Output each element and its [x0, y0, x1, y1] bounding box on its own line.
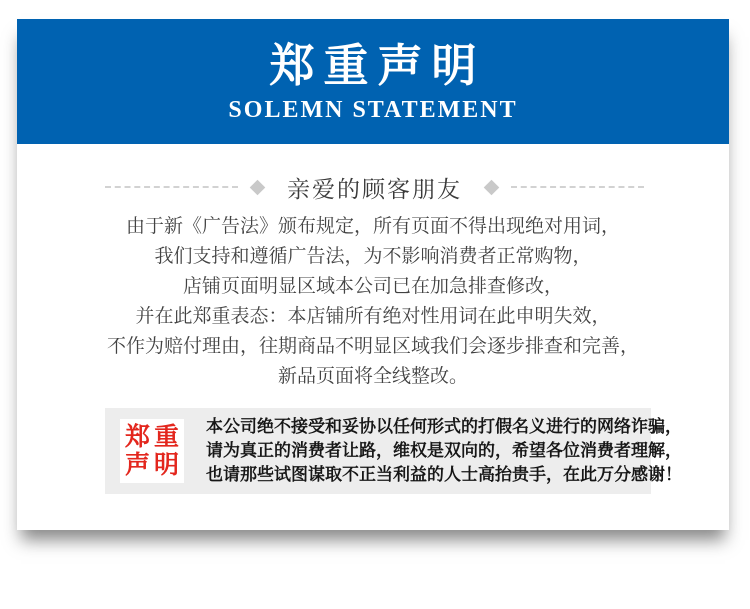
statement-line: 新品页面将全线整改。 [277, 366, 468, 387]
greeting-row [105, 173, 644, 201]
diamond-icon [250, 179, 266, 195]
diamond-icon [484, 179, 500, 195]
statement-card [17, 19, 729, 530]
solemn-statement-stamp [120, 419, 184, 483]
stamp-text-top: 郑重 [124, 423, 183, 451]
notice-line: 本公司绝不接受和妥协以任何形式的打假名义进行的网络诈骗， [206, 417, 682, 436]
statement-line: 我们支持和遵循广告法，为不影响消费者正常购物， [154, 246, 592, 267]
page-subtitle: SOLEMN STATEMENT [228, 96, 518, 123]
statement-line: 店铺页面明显区域本公司已在加急排查修改， [182, 276, 563, 297]
statement-paragraph [17, 212, 729, 392]
page-title: 郑重声明 [269, 40, 486, 91]
statement-line: 由于新《广告法》颁布规定，所有页面不得出现绝对用词， [125, 216, 620, 237]
notice-text [206, 415, 682, 487]
dashed-divider-left [105, 186, 238, 188]
statement-line: 并在此郑重表态：本店铺所有绝对性用词在此申明失效， [135, 306, 611, 327]
notice-line: 也请那些试图谋取不正当利益的人士高抬贵手，在此万分感谢！ [206, 465, 682, 484]
dashed-divider-right [511, 186, 644, 188]
anti-fraud-notice-box [105, 408, 682, 494]
notice-line: 请为真正的消费者让路，维权是双向的，希望各位消费者理解， [206, 441, 682, 460]
stamp-text-bottom: 声明 [124, 451, 183, 479]
statement-line: 不作为赔付理由，往期商品不明显区域我们会逐步排查和完善， [106, 336, 639, 357]
greeting-label: 亲爱的顾客朋友 [287, 175, 462, 202]
header-band [17, 19, 729, 144]
